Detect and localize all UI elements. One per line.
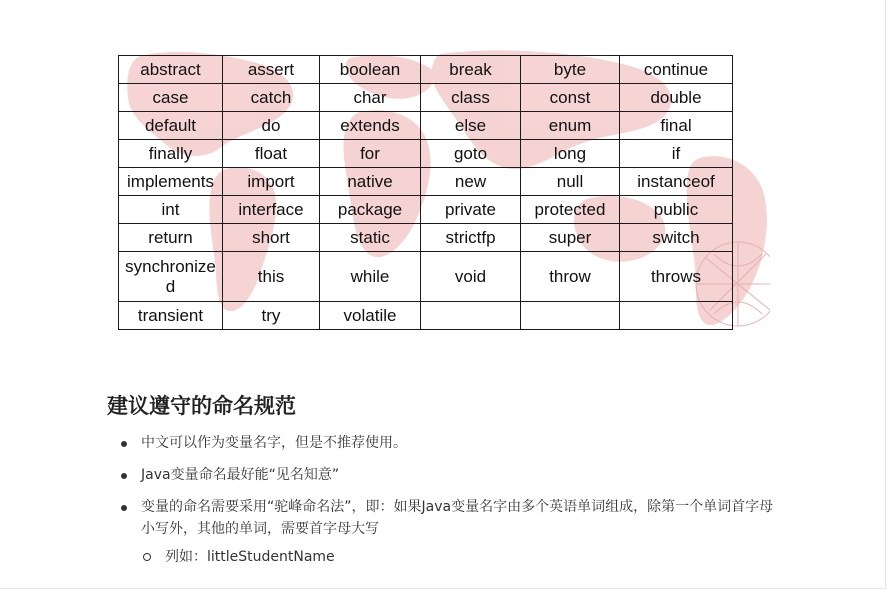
- table-cell: else: [421, 112, 521, 140]
- table-cell: default: [119, 112, 223, 140]
- table-cell: case: [119, 84, 223, 112]
- table-cell: do: [223, 112, 320, 140]
- table-cell: class: [421, 84, 521, 112]
- table-cell: catch: [223, 84, 320, 112]
- table-cell: [620, 302, 733, 330]
- table-cell: this: [223, 252, 320, 302]
- table-cell: [421, 302, 521, 330]
- sub-list-item: [141, 546, 787, 568]
- table-cell: protected: [521, 196, 620, 224]
- table-cell: extends: [320, 112, 421, 140]
- table-row: [119, 302, 733, 330]
- table-cell: return: [119, 224, 223, 252]
- table-cell: byte: [521, 56, 620, 84]
- table-cell: new: [421, 168, 521, 196]
- table-cell: package: [320, 196, 421, 224]
- table-cell: long: [521, 140, 620, 168]
- table-cell: instanceof: [620, 168, 733, 196]
- table-cell: for: [320, 140, 421, 168]
- table-cell: public: [620, 196, 733, 224]
- table-cell: short: [223, 224, 320, 252]
- table-cell: double: [620, 84, 733, 112]
- list-item: [107, 496, 787, 568]
- section-heading: 建议遵守的命名规范: [107, 394, 296, 418]
- table-cell: boolean: [320, 56, 421, 84]
- table-row: [119, 56, 733, 84]
- table-cell: [521, 302, 620, 330]
- table-cell: const: [521, 84, 620, 112]
- list-item-text: 中文可以作为变量名字，但是不推荐使用。: [141, 435, 407, 451]
- table-cell: import: [223, 168, 320, 196]
- table-cell: transient: [119, 302, 223, 330]
- java-keywords-image: [110, 48, 770, 346]
- table-cell: enum: [521, 112, 620, 140]
- table-cell: strictfp: [421, 224, 521, 252]
- table-cell: implements: [119, 168, 223, 196]
- table-cell: interface: [223, 196, 320, 224]
- table-cell: static: [320, 224, 421, 252]
- table-cell: finally: [119, 140, 223, 168]
- table-row: [119, 252, 733, 302]
- table-cell: assert: [223, 56, 320, 84]
- table-row: [119, 168, 733, 196]
- table-cell: if: [620, 140, 733, 168]
- sub-list: [141, 546, 787, 568]
- table-row: [119, 84, 733, 112]
- table-cell: void: [421, 252, 521, 302]
- bullet-dot-icon: [121, 473, 127, 479]
- table-cell: final: [620, 112, 733, 140]
- table-cell: goto: [421, 140, 521, 168]
- table-row: [119, 140, 733, 168]
- table-cell: abstract: [119, 56, 223, 84]
- table-cell: int: [119, 196, 223, 224]
- table-cell: native: [320, 168, 421, 196]
- table-cell: float: [223, 140, 320, 168]
- sub-list-item-text: 列如：littleStudentName: [165, 549, 335, 565]
- table-cell: char: [320, 84, 421, 112]
- table-cell: continue: [620, 56, 733, 84]
- table-cell: private: [421, 196, 521, 224]
- table-row: [119, 196, 733, 224]
- table-cell: try: [223, 302, 320, 330]
- table-cell: while: [320, 252, 421, 302]
- bullet-dot-icon: [121, 505, 127, 511]
- keywords-table-body: [119, 56, 733, 330]
- list-item: [107, 464, 787, 486]
- list-item-text: 变量的命名需要采用“驼峰命名法”，即：如果Java变量名字由多个英语单词组成，除第一个单词首字母小写外，其他的单词，需要首字母大写: [141, 499, 774, 537]
- table-cell: volatile: [320, 302, 421, 330]
- table-cell: synchronize d: [119, 252, 223, 302]
- table-row: [119, 224, 733, 252]
- list-item: [107, 432, 787, 454]
- table-cell: throws: [620, 252, 733, 302]
- list-item-text: Java变量命名最好能“见名知意”: [141, 467, 340, 483]
- bullet-dot-icon: [121, 441, 127, 447]
- table-cell: throw: [521, 252, 620, 302]
- hollow-bullet-icon: [143, 553, 151, 561]
- naming-convention-list: [107, 432, 787, 578]
- table-cell: switch: [620, 224, 733, 252]
- table-row: [119, 112, 733, 140]
- java-keywords-table: [118, 55, 733, 330]
- table-cell: super: [521, 224, 620, 252]
- table-cell: break: [421, 56, 521, 84]
- table-cell: null: [521, 168, 620, 196]
